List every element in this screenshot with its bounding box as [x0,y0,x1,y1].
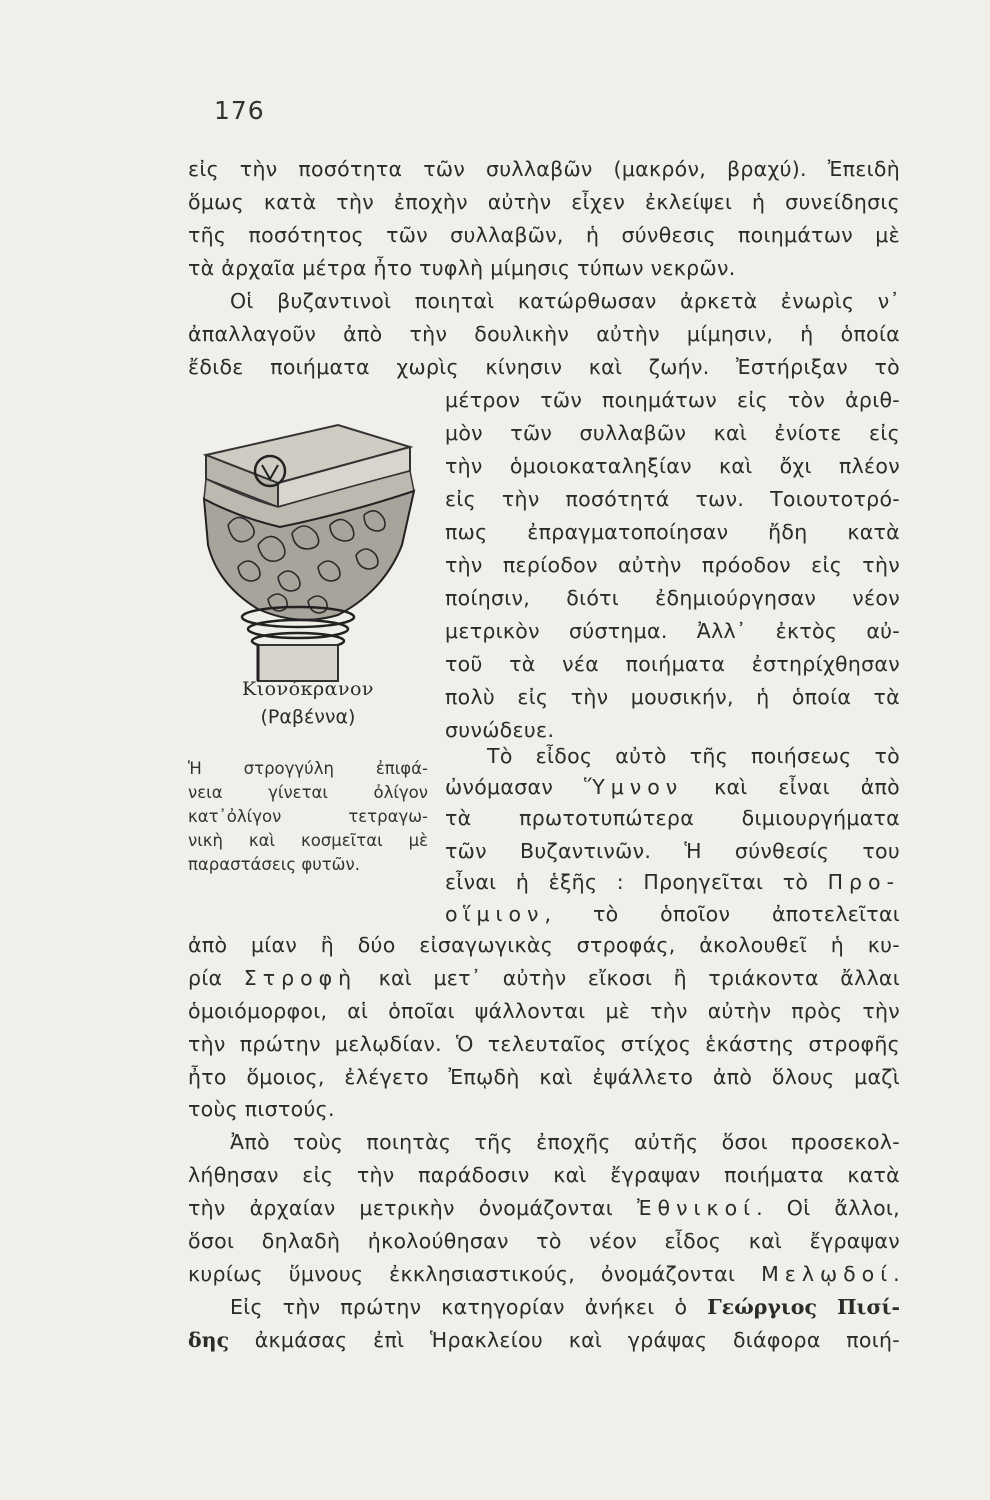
text-run: , τὸ ὁποῖον ἀποτελεῖται [544,902,900,926]
text-line: ἦτο ὅμοιος, ἐλέγετο Ἐπῳδὴ καὶ ἐψάλλετο ἀπὸ ὅλους μαζὶ [188,1065,900,1089]
text-line: λήθησαν εἰς τὴν παράδοσιν καὶ ἔγραψαν ποιήματα κατὰ [188,1163,900,1187]
text-run: τὴν ἀρχαίαν μετρικὴν ὀνομάζονται [188,1196,637,1220]
figure-note-line: νεια γίνεται ὀλίγον [188,783,428,802]
text-line: Τὸ εἶδος αὐτὸ τῆς ποιήσεως τὸ [487,744,900,768]
text-line: τοῦ τὰ νέα ποιήματα ἐστηρίχθησαν [445,652,900,676]
text-line-strophe [188,963,900,993]
text-line: Ἀπὸ τοὺς ποιητὰς τῆς ἐποχῆς αὐτῆς ὅσοι προσεκολ- [230,1130,900,1154]
figure-note-line: παραστάσεις φυτῶν. [188,855,360,874]
spaced-term: Μελῳδοί [761,1262,894,1286]
text-line: τὴν περίοδον αὐτὴν πρόοδον εἰς τὴν [445,553,900,577]
text-line: ποίησιν, διότι ἐδημιούργησαν νέον [445,586,900,610]
text-line: εἰς τὴν ποσότητα τῶν συλλαβῶν (μακρόν, βραχύ). Ἐπειδὴ [188,157,900,181]
text-run: εἶναι ἡ ἑξῆς : Προηγεῖται τὸ [445,870,828,894]
column-capital-illustration [188,395,428,685]
text-line: τῆς ποσότητος τῶν συλλαβῶν, ἡ σύνθεσις ποιημάτων μὲ [188,223,900,247]
bold-name: δης [188,1328,230,1352]
text-line: ὅμως κατὰ τὴν ἐποχὴν αὐτὴν εἶχεν ἐκλείψει ἡ συνείδησις [188,190,900,214]
text-run: ὠνόμασαν [445,775,584,799]
text-line: Οἱ βυζαντινοὶ ποιηταὶ κατώρθωσαν ἀρκετὰ ἐνωρὶς ν᾽ [230,289,900,313]
text-line-pisides [188,1292,900,1322]
page-number: 176 [214,96,265,125]
bold-name: Γεώργιος Πισί- [707,1295,900,1319]
text-line: τῶν Βυζαντινῶν. Ἡ σύνθεσίς του [445,839,900,863]
text-line-last [188,1325,900,1355]
text-run: κυρίως ὕμνους ἐκκλησιαστικούς, ὀνομάζονται [188,1262,762,1286]
text-line: τὴν ὁμοιοκαταληξίαν καὶ ὄχι πλέον [445,454,900,478]
text-run: . Οἱ ἄλλοι, [756,1196,900,1220]
text-line: τὰ πρωτοτυπώτερα διμιουργήματα [445,806,900,830]
text-line: ὅσοι δηλαδὴ ἠκολούθησαν τὸ νέον εἶδος καὶ ἔγραψαν [188,1229,900,1253]
text-run: καὶ εἶναι ἀπὸ [683,775,900,799]
text-line: πολὺ εἰς τὴν μουσικήν, ἡ ὁποία τὰ [445,685,900,709]
spaced-term: Στροφὴ [243,966,358,990]
text-line: ἀπαλλαγοῦν ἀπὸ τὴν δουλικὴν αὐτὴν μίμησιν, ἡ ὁποία [188,322,900,346]
spaced-term: οἵμιον [445,902,545,926]
text-run: καὶ μετ᾽ αὐτὴν εἴκοσι ἢ τριάκοντα ἄλλαι [357,966,900,990]
text-line: πως ἐπραγματοποίησαν ἤδη κατὰ [445,520,900,544]
text-run: ρία [188,966,244,990]
text-run: . [893,1262,900,1286]
text-line: συνώδευε. [445,718,555,742]
text-line-prooimion-cont [445,899,900,929]
spaced-term: Προ- [827,870,900,894]
spaced-term: Ἐθνικοί [636,1196,757,1220]
text-line: ὁμοιόμορφοι, αἱ ὁποῖαι ψάλλονται μὲ τὴν αὐτὴν πρὸς τὴν [188,999,900,1023]
text-run: ἀκμάσας ἐπὶ Ἡρακλείου καὶ γράψας διάφορα ποιή- [229,1328,900,1352]
text-line: μέτρον τῶν ποιημάτων εἰς τὸν ἀριθ- [445,388,900,412]
figure-note-line: κατ᾽ὀλίγον τετραγω- [188,807,428,826]
text-line: τοὺς πιστούς. [188,1097,335,1121]
text-line: ἀπὸ μίαν ἢ δύο εἰσαγωγικὰς στροφάς, ἀκολουθεῖ ἡ κυ- [188,933,900,957]
text-line: ἔδιδε ποιήματα χωρὶς κίνησιν καὶ ζωήν. Ἐστήριξαν τὸ [188,355,900,379]
text-line: τὴν πρώτην μελῳδίαν. Ὁ τελευταῖος στίχος ἑκάστης στροφῆς [188,1032,900,1056]
text-line: μὸν τῶν συλλαβῶν καὶ ἐνίοτε εἰς [445,421,900,445]
figure-title: Κιονόκρανον [242,678,374,700]
text-run: Εἰς τὴν πρώτην κατηγορίαν ἀνήκει ὁ [230,1295,708,1319]
text-line: τὰ ἀρχαῖα μέτρα ἦτο τυφλὴ μίμησις τύπων νεκρῶν. [188,256,736,280]
text-line: εἰς τὴν ποσότητά των. Τοιουτοτρό- [445,487,900,511]
spaced-term: Ὕμνον [583,775,684,799]
text-line-ethnikoi [188,1193,900,1223]
text-line-prooimion [445,867,900,897]
text-line-melodoi [188,1259,900,1289]
figure-place: (Ραβέννα) [260,706,356,728]
figure-note-line: νικὴ καὶ κοσμεῖται μὲ [188,831,428,850]
figure-note-line: Ἡ στρογγύλη ἐπιφά- [188,759,428,778]
text-line-hymn [445,772,900,802]
text-line: μετρικὸν σύστημα. Ἀλλ᾽ ἐκτὸς αὐ- [445,619,900,643]
